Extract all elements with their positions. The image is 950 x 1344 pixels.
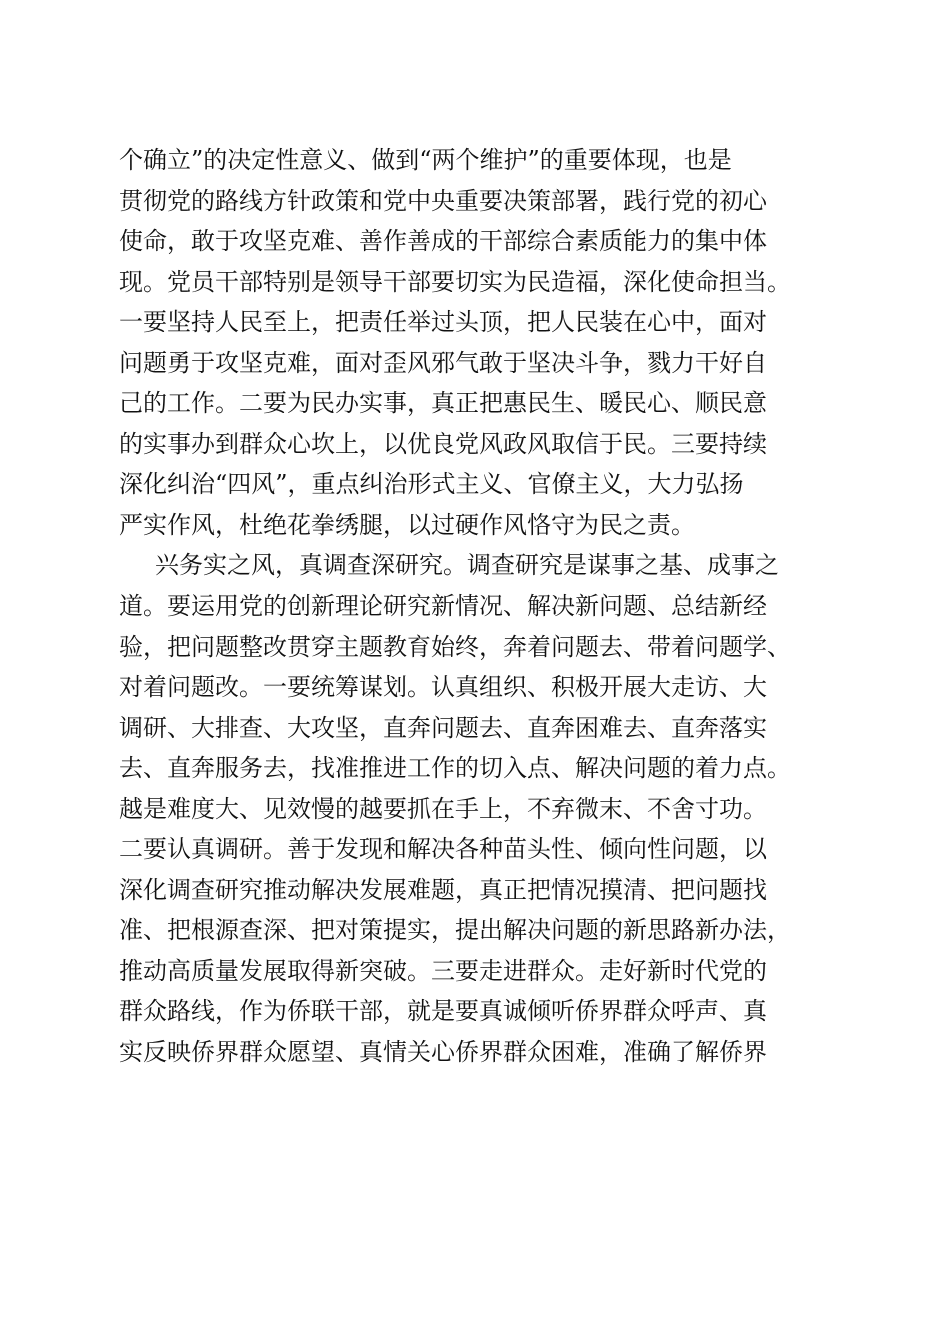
text-line: 道。要运用党的创新理论研究新情况、解决新问题、总结新经: [119, 592, 767, 621]
text-line: 贯彻党的路线方针政策和党中央重要决策部署，践行党的初心: [119, 186, 767, 215]
text-line: 实反映侨界群众愿望、真情关心侨界群众困难，准确了解侨界: [119, 1038, 767, 1067]
text-line: 验，把问题整改贯穿主题教育始终，奔着问题去、带着问题学、: [119, 632, 791, 661]
body-text: [119, 140, 839, 1073]
text-line: 一要坚持人民至上，把责任举过头顶，把人民装在心中，面对: [119, 308, 767, 337]
text-line: 的实事办到群众心坎上，以优良党风政风取信于民。三要持续: [119, 429, 767, 458]
text-line: 越是难度大、见效慢的越要抓在手上，不弃微末、不舍寸功。: [119, 794, 767, 823]
text-line: 群众路线，作为侨联干部，就是要真诚倾听侨界群众呼声、真: [119, 997, 767, 1026]
text-line: 使命，敢于攻坚克难、善作善成的干部综合素质能力的集中体: [119, 227, 767, 256]
text-line: 二要认真调研。善于发现和解决各种苗头性、倾向性问题，以: [119, 835, 767, 864]
text-line: 推动高质量发展取得新突破。三要走进群众。走好新时代党的: [119, 956, 767, 985]
text-line: 个确立”的决定性意义、做到“两个维护”的重要体现，也是: [119, 146, 732, 174]
text-line: 对着问题改。一要统筹谋划。认真组织、积极开展大走访、大: [119, 673, 767, 702]
text-line: 调研、大排查、大攻坚，直奔问题去、直奔困难去、直奔落实: [119, 713, 767, 742]
text-line: 深化调查研究推动解决发展难题，真正把情况摸清、把问题找: [119, 875, 767, 904]
text-line: 去、直奔服务去，找准推进工作的切入点、解决问题的着力点。: [119, 754, 791, 783]
text-line: 己的工作。二要为民办实事，真正把惠民生、暖民心、顺民意: [119, 389, 767, 418]
text-line: 深化纠治“四风”，重点纠治形式主义、官僚主义，大力弘扬: [119, 470, 744, 499]
text-line: 严实作风，杜绝花拳绣腿，以过硬作风恪守为民之责。: [119, 510, 695, 539]
text-line: 准、把根源查深、把对策提实，提出解决问题的新思路新办法，: [119, 916, 791, 945]
text-line: 现。党员干部特别是领导干部要切实为民造福，深化使命担当。: [119, 267, 791, 296]
text-line: 问题勇于攻坚克难，面对歪风邪气敢于坚决斗争，戮力干好自: [119, 348, 767, 377]
paragraph-start-line: 兴务实之风，真调查深研究。调查研究是谋事之基、成事之: [155, 551, 779, 580]
